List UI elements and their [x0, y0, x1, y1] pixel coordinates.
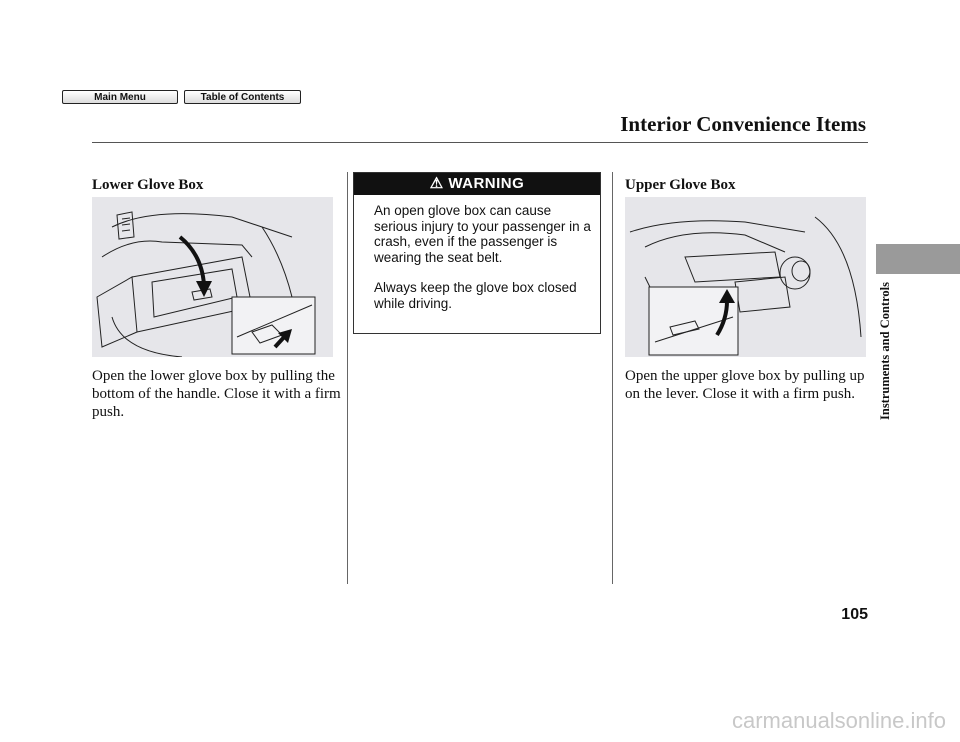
- lower-glove-box-illustration: [92, 197, 333, 357]
- warning-box: [353, 172, 601, 334]
- section-title: Interior Convenience Items: [620, 112, 866, 136]
- upper-glove-box-drawing: [625, 197, 866, 357]
- warning-icon: ⚠: [429, 175, 444, 192]
- warning-header: [354, 173, 600, 195]
- page-number: 105: [841, 606, 868, 623]
- chapter-tab-label: Instruments and Controls: [878, 282, 892, 420]
- table-of-contents-button[interactable]: Table of Contents: [184, 90, 301, 104]
- warning-paragraph-2: Always keep the glove box closed while driving.: [374, 280, 577, 311]
- column-divider-right: [612, 172, 613, 584]
- main-menu-button[interactable]: Main Menu: [62, 90, 178, 104]
- upper-glove-box-illustration: [625, 197, 866, 357]
- chapter-tab: [876, 244, 960, 274]
- lower-glove-box-instructions: Open the lower glove box by pulling the bottom of the handle. Close it with a firm push.: [92, 368, 341, 420]
- upper-glove-box-instructions: Open the upper glove box by pulling up on the lever. Close it with a firm push.: [625, 368, 865, 402]
- column-divider-left: [347, 172, 348, 584]
- watermark: carmanualsonline.info: [731, 708, 946, 733]
- warning-paragraph-1: An open glove box can cause serious injury to your passenger in a crash, even if the passenger is wearing the seat belt.: [374, 203, 591, 265]
- header-divider: [92, 142, 868, 143]
- upper-glove-box-heading: Upper Glove Box: [625, 177, 736, 193]
- lower-glove-box-drawing: [92, 197, 333, 357]
- warning-label: WARNING: [448, 175, 525, 192]
- lower-glove-box-heading: Lower Glove Box: [92, 177, 204, 193]
